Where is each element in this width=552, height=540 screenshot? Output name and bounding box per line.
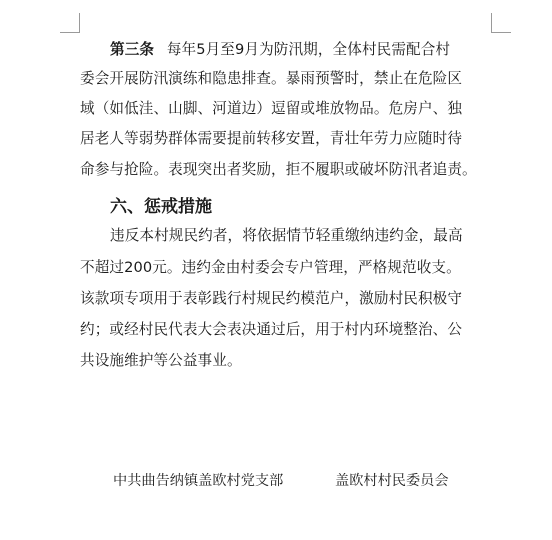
article-3-line-5: 命参与抢险。表现突出者奖励，拒不履职或破坏防汛者追责。 (80, 161, 477, 178)
article-3-line-2: 委会开展防汛演练和隐患排查。暴雨预警时，禁止在危险区 (80, 70, 463, 87)
article-3-line-3: 域（如低洼、山脚、河道边）逗留或堆放物品。危房户、独 (80, 100, 463, 117)
article-3-line-1 (110, 40, 450, 60)
section-6-line-5: 共设施维护等公益事业。 (80, 352, 242, 369)
crop-mark-right-vertical (491, 13, 492, 33)
section-6-line-2: 不超过200元。违约金由村委会专户管理，严格规范收支。 (80, 259, 461, 276)
section-6-heading: 六、惩戒措施 (110, 197, 212, 217)
crop-mark-right-horizontal (491, 32, 511, 33)
signature-village-committee: 盖欧村村民委员会 (335, 473, 449, 489)
article-3-label: 第三条 (110, 41, 155, 58)
signature-party-branch: 中共曲告纳镇盖欧村党支部 (113, 473, 284, 489)
article-3-line-1-text: 每年5月至9月为防汛期，全体村民需配合村 (166, 41, 451, 58)
section-6-line-4: 约；或经村民代表大会表决通过后，用于村内环境整治、公 (80, 321, 463, 338)
section-6-line-3: 该款项专项用于表彰践行村规民约模范户，激励村民积极守 (80, 290, 463, 307)
crop-mark-left-horizontal (60, 32, 80, 33)
section-6-line-1: 违反本村规民约者，将依据情节轻重缴纳违约金，最高 (110, 227, 463, 244)
crop-mark-left-vertical (79, 13, 80, 33)
article-3-line-4: 居老人等弱势群体需要提前转移安置，青壮年劳力应随时待 (80, 130, 463, 147)
